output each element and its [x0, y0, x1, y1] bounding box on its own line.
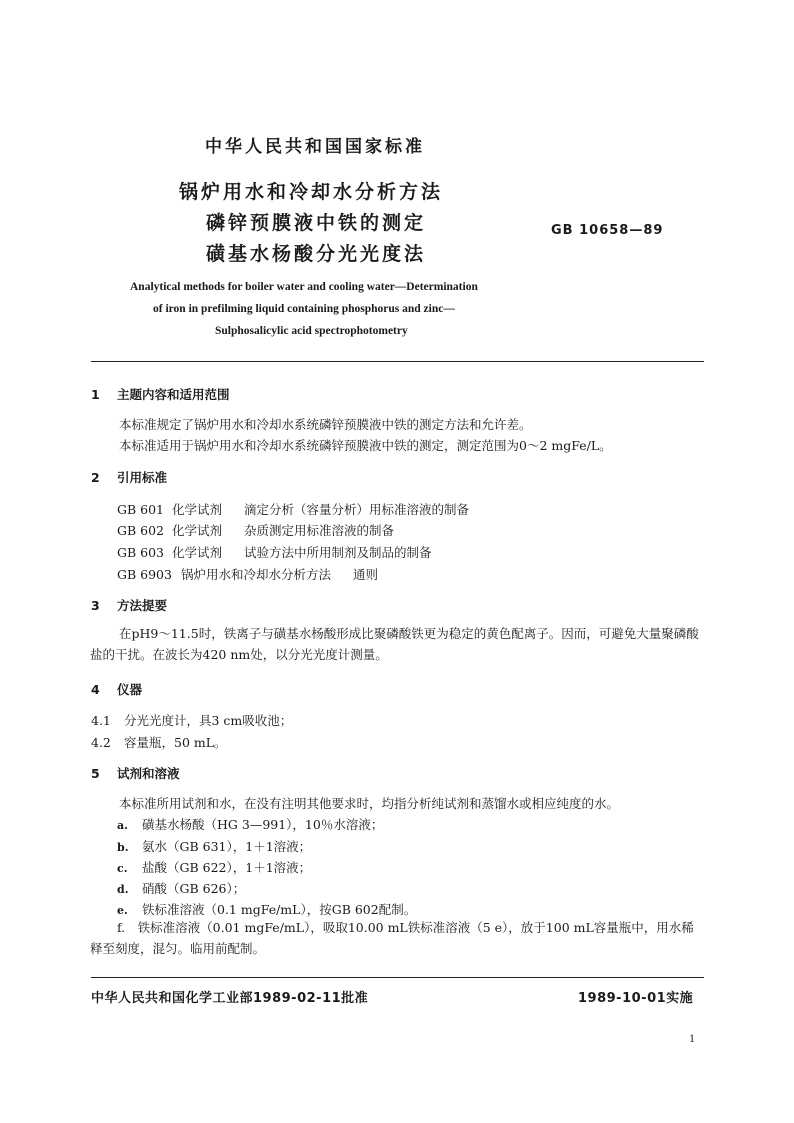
section-3-paragraph: 在pH9～11.5时，铁离子与磺基水杨酸形成比聚磷酸铁更为稳定的黄色配离子。因而，可避免大量聚磷酸盐的干扰。在波长为420 nm处，以分光光度计测量。 — [90, 626, 699, 662]
section-number: 4 — [91, 682, 100, 697]
section-title: 引用标准 — [117, 470, 168, 485]
reference-title: 杂质测定用标准溶液的制备 — [244, 523, 395, 538]
reference-category: 化学试剂 — [172, 545, 223, 560]
reference-title: 试验方法中所用制剂及制品的制备 — [244, 545, 432, 560]
reference-code: GB 6903 — [117, 567, 172, 582]
instrument-item — [91, 733, 227, 751]
section-title: 仪器 — [117, 682, 143, 697]
reference-title: 滴定分析（容量分析）用标准溶液的制备 — [244, 502, 470, 517]
section-number: 2 — [91, 470, 100, 485]
standard-code: GB 10658—89 — [551, 223, 664, 238]
section-title: 试剂和溶液 — [117, 766, 180, 781]
english-title-line-3: Sulphosalicylic acid spectrophotometry — [215, 325, 408, 337]
reagent-text: 硝酸（GB 626）； — [142, 881, 246, 896]
item-number: 4.2 — [91, 735, 111, 750]
reference-item — [117, 565, 378, 583]
section-5-heading — [91, 764, 180, 782]
section-number: 1 — [91, 387, 100, 402]
reference-code: GB 601 — [117, 502, 165, 517]
reagent-text: 氨水（GB 631），1＋1溶液； — [142, 839, 312, 854]
header-divider — [91, 361, 704, 362]
title-line-2: 磷锌预膜液中铁的测定 — [206, 212, 427, 234]
reagent-text: 磺基水杨酸（HG 3—991），10％水溶液； — [142, 817, 384, 832]
national-standard-label: 中华人民共和国国家标准 — [205, 137, 425, 157]
reagent-letter: a. — [117, 819, 128, 832]
reagent-item — [117, 858, 311, 876]
reagent-item — [117, 837, 311, 855]
section-4-heading — [91, 680, 142, 698]
section-number: 5 — [91, 766, 100, 781]
page-number: 1 — [689, 1031, 695, 1045]
section-title: 主题内容和适用范围 — [117, 387, 230, 402]
reagent-item — [117, 900, 416, 918]
footer-divider — [91, 977, 704, 978]
approval-line: 中华人民共和国化学工业部1989-02-11批准 — [91, 991, 369, 1006]
section-3-heading — [91, 596, 167, 614]
reagent-text: 盐酸（GB 622），1＋1溶液； — [142, 860, 312, 875]
instrument-item — [91, 711, 292, 729]
section-2-heading — [91, 468, 167, 486]
reagent-item — [117, 879, 245, 897]
reference-item — [117, 500, 469, 518]
reagent-item — [117, 815, 383, 833]
english-title-line-2: of iron in prefilming liquid containing phosphorus and zinc— — [153, 303, 455, 315]
reagent-f-paragraph: f. 铁标准溶液（0.01 mgFe/mL），吸取10.00 mL铁标准溶液（5 e），放于100 mL容量瓶中，用水稀释至刻度，混匀。临用前配制。 — [90, 920, 694, 956]
implementation-date: 1989-10-01实施 — [578, 991, 694, 1006]
item-text: 分光光度计，具3 cm吸收池； — [124, 713, 293, 728]
section-title: 方法提要 — [117, 598, 168, 613]
item-number: 4.1 — [91, 713, 111, 728]
reference-title: 通则 — [353, 567, 379, 582]
section-number: 3 — [91, 598, 100, 613]
reagent-letter: d. — [117, 883, 129, 896]
section-5-intro: 本标准所用试剂和水，在没有注明其他要求时，均指分析纯试剂和蒸馏水或相应纯度的水。 — [119, 796, 620, 811]
reagent-letter: c. — [117, 862, 128, 875]
reagent-letter: b. — [117, 841, 129, 854]
section-1-paragraph-2: 本标准适用于锅炉用水和冷却水系统磷锌预膜液中铁的测定，测定范围为0～2 mgFe/L。 — [119, 438, 612, 453]
section-1-paragraph-1: 本标准规定了锅炉用水和冷却水系统磷锌预膜液中铁的测定方法和允许差。 — [119, 417, 532, 432]
reference-item — [117, 521, 394, 539]
english-title-line-1: Analytical methods for boiler water and cooling water—Determination — [130, 281, 478, 293]
reference-category: 化学试剂 — [172, 523, 223, 538]
reference-category: 锅炉用水和冷却水分析方法 — [181, 567, 332, 582]
reference-code: GB 602 — [117, 523, 165, 538]
reference-item — [117, 543, 432, 561]
reference-category: 化学试剂 — [172, 502, 223, 517]
reagent-text: 铁标准溶液（0.1 mgFe/mL），按GB 602配制。 — [142, 902, 417, 917]
item-text: 容量瓶，50 mL。 — [124, 735, 227, 750]
reagent-letter: e. — [117, 904, 128, 917]
title-line-3: 磺基水杨酸分光光度法 — [206, 243, 427, 265]
reference-code: GB 603 — [117, 545, 165, 560]
section-1-heading — [91, 385, 230, 403]
title-line-1: 锅炉用水和冷却水分析方法 — [179, 181, 444, 203]
